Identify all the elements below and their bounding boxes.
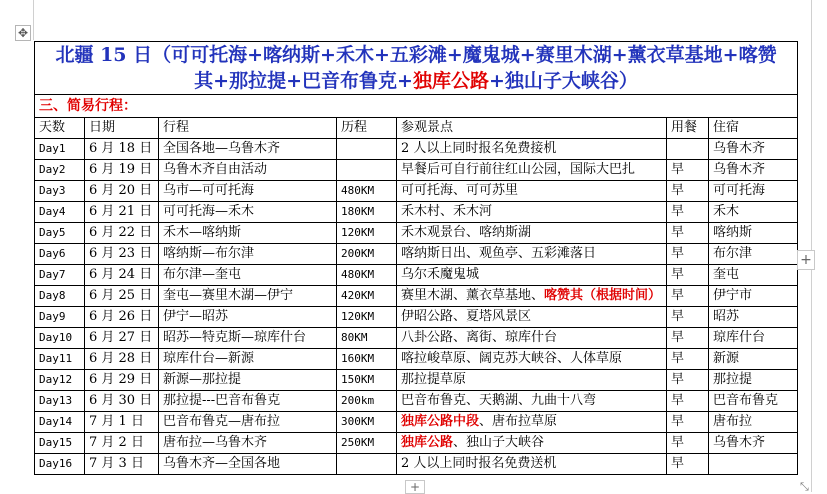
day-cell[interactable]: Day12 <box>35 370 85 391</box>
itinerary-row <box>35 391 798 412</box>
route-cell[interactable]: 喀纳斯—布尔津 <box>159 244 337 265</box>
sights-cell[interactable] <box>397 181 667 202</box>
sights-cell[interactable] <box>397 286 667 307</box>
day-cell[interactable]: Day14 <box>35 412 85 433</box>
route-cell[interactable]: 乌鲁木齐自由活动 <box>159 160 337 181</box>
distance-cell[interactable]: 160KM <box>337 349 397 370</box>
sights-highlight: 独库公路 <box>401 435 454 450</box>
meal-cell[interactable]: 早 <box>667 202 709 223</box>
distance-cell[interactable] <box>337 139 397 160</box>
sights-text: 乌尔禾魔鬼城 <box>401 267 480 282</box>
meal-cell[interactable]: 早 <box>667 181 709 202</box>
distance-cell[interactable]: 200km <box>337 391 397 412</box>
route-cell[interactable]: 琼库什台—新源 <box>159 349 337 370</box>
add-row-button[interactable]: + <box>405 480 425 494</box>
title-line-2 <box>39 68 793 94</box>
title-line-2-a: 其+那拉提+巴音布鲁克+ <box>194 70 413 92</box>
itinerary-row <box>35 412 798 433</box>
itinerary-row <box>35 181 798 202</box>
date-cell[interactable]: 6 月 18 日 <box>85 139 159 160</box>
section-heading-row <box>35 95 798 118</box>
distance-cell[interactable]: 200KM <box>337 244 397 265</box>
section-heading[interactable]: 三、简易行程： <box>35 95 798 118</box>
title-highlight-duku-road: 独库公路 <box>412 70 489 92</box>
date-cell[interactable]: 6 月 27 日 <box>85 328 159 349</box>
day-cell[interactable]: Day11 <box>35 349 85 370</box>
distance-cell[interactable]: 420KM <box>337 286 397 307</box>
page-margin-line-left <box>33 0 34 40</box>
hotel-cell[interactable]: 伊宁市 <box>709 286 798 307</box>
header-distance[interactable]: 历程 <box>337 118 397 139</box>
meal-cell[interactable]: 早 <box>667 391 709 412</box>
date-cell[interactable]: 6 月 24 日 <box>85 265 159 286</box>
distance-cell[interactable] <box>337 160 397 181</box>
hotel-cell[interactable]: 乌鲁木齐 <box>709 160 798 181</box>
distance-cell[interactable]: 180KM <box>337 202 397 223</box>
route-cell[interactable]: 昭苏—特克斯—琼库什台 <box>159 328 337 349</box>
sights-text: 喀拉峻草原、阔克苏大峡谷、人体草原 <box>401 351 623 366</box>
route-cell[interactable]: 新源—那拉提 <box>159 370 337 391</box>
day-cell[interactable]: Day10 <box>35 328 85 349</box>
itinerary-row <box>35 139 798 160</box>
sights-cell[interactable] <box>397 223 667 244</box>
hotel-cell[interactable]: 琼库什台 <box>709 328 798 349</box>
date-cell[interactable]: 7 月 1 日 <box>85 412 159 433</box>
hotel-cell[interactable]: 乌鲁木齐 <box>709 433 798 454</box>
distance-cell[interactable]: 250KM <box>337 433 397 454</box>
title-line-2-b: +独山子大峡谷） <box>488 70 638 92</box>
meal-cell[interactable]: 早 <box>667 307 709 328</box>
sights-cell[interactable] <box>397 265 667 286</box>
date-cell[interactable]: 6 月 26 日 <box>85 307 159 328</box>
hotel-cell[interactable]: 那拉提 <box>709 370 798 391</box>
date-cell[interactable]: 6 月 30 日 <box>85 391 159 412</box>
day-cell[interactable]: Day13 <box>35 391 85 412</box>
sights-cell[interactable] <box>397 454 667 475</box>
sights-text: 可可托海、可可苏里 <box>401 183 519 198</box>
page-margin-line-right <box>811 0 812 492</box>
document-title <box>39 42 793 94</box>
route-cell[interactable]: 那拉提---巴音布鲁克 <box>159 391 337 412</box>
day-cell[interactable]: Day1 <box>35 139 85 160</box>
date-cell[interactable]: 6 月 28 日 <box>85 349 159 370</box>
sights-text: 2 人以上同时报名免费送机 <box>401 456 557 471</box>
route-cell[interactable]: 全国各地—乌鲁木齐 <box>159 139 337 160</box>
itinerary-row <box>35 370 798 391</box>
meal-cell[interactable]: 早 <box>667 286 709 307</box>
hotel-cell[interactable]: 巴音布鲁克 <box>709 391 798 412</box>
sights-highlight: 喀赞其（根据时间） <box>544 288 662 303</box>
sights-cell[interactable] <box>397 244 667 265</box>
meal-cell[interactable]: 早 <box>667 370 709 391</box>
distance-cell[interactable]: 480KM <box>337 265 397 286</box>
sights-cell[interactable] <box>397 202 667 223</box>
meal-cell[interactable]: 早 <box>667 412 709 433</box>
itinerary-row <box>35 328 798 349</box>
sights-text: 禾木观景台、喀纳斯湖 <box>401 225 532 240</box>
date-cell[interactable]: 6 月 29 日 <box>85 370 159 391</box>
meal-cell[interactable]: 早 <box>667 265 709 286</box>
sights-text-tail: 、独山子大峡谷 <box>453 435 545 450</box>
sights-cell[interactable] <box>397 160 667 181</box>
itinerary-row <box>35 202 798 223</box>
day-cell[interactable]: Day2 <box>35 160 85 181</box>
route-cell[interactable]: 奎屯—赛里木湖—伊宁 <box>159 286 337 307</box>
distance-cell[interactable]: 150KM <box>337 370 397 391</box>
hotel-cell[interactable]: 禾木 <box>709 202 798 223</box>
meal-cell[interactable]: 早 <box>667 244 709 265</box>
itinerary-row <box>35 433 798 454</box>
hotel-cell[interactable]: 可可托海 <box>709 181 798 202</box>
sights-cell[interactable] <box>397 433 667 454</box>
distance-cell[interactable] <box>337 454 397 475</box>
date-cell[interactable]: 6 月 25 日 <box>85 286 159 307</box>
day-cell[interactable]: Day4 <box>35 202 85 223</box>
sights-cell[interactable] <box>397 349 667 370</box>
distance-cell[interactable]: 80KM <box>337 328 397 349</box>
sights-text: 那拉提草原 <box>401 372 467 387</box>
date-cell[interactable]: 7 月 2 日 <box>85 433 159 454</box>
sights-text: 2 人以上同时报名免费接机 <box>401 141 557 156</box>
header-meal[interactable]: 用餐 <box>667 118 709 139</box>
sights-text: 伊昭公路、夏塔风景区 <box>401 309 532 324</box>
route-cell[interactable]: 唐布拉—乌鲁木齐 <box>159 433 337 454</box>
title-line-1: 北疆 15 日（可可托海+喀纳斯+禾木+五彩滩+魔鬼城+赛里木湖+薰衣草基地+喀赞 <box>55 44 777 66</box>
route-cell[interactable]: 可可托海—禾木 <box>159 202 337 223</box>
table-move-handle-icon[interactable]: ✥ <box>15 25 31 41</box>
meal-cell[interactable]: 早 <box>667 349 709 370</box>
day-cell[interactable]: Day7 <box>35 265 85 286</box>
day-cell[interactable]: Day15 <box>35 433 85 454</box>
day-cell[interactable]: Day9 <box>35 307 85 328</box>
sights-text: 赛里木湖、薰衣草基地、 <box>401 288 545 303</box>
day-cell[interactable]: Day8 <box>35 286 85 307</box>
meal-cell[interactable]: 早 <box>667 454 709 475</box>
sights-cell[interactable] <box>397 307 667 328</box>
date-cell[interactable]: 6 月 19 日 <box>85 160 159 181</box>
sights-cell[interactable] <box>397 139 667 160</box>
itinerary-row <box>35 349 798 370</box>
date-cell[interactable]: 6 月 20 日 <box>85 181 159 202</box>
header-sights[interactable]: 参观景点 <box>397 118 667 139</box>
hotel-cell[interactable]: 昭苏 <box>709 307 798 328</box>
title-cell[interactable] <box>35 42 798 95</box>
sights-text: 喀纳斯日出、观鱼亭、五彩滩落日 <box>401 246 597 261</box>
header-day[interactable]: 天数 <box>35 118 85 139</box>
date-cell[interactable]: 6 月 21 日 <box>85 202 159 223</box>
meal-cell[interactable] <box>667 139 709 160</box>
distance-cell[interactable]: 300KM <box>337 412 397 433</box>
route-cell[interactable]: 布尔津—奎屯 <box>159 265 337 286</box>
sights-text: 巴音布鲁克、天鹅湖、九曲十八弯 <box>401 393 597 408</box>
distance-cell[interactable]: 480KM <box>337 181 397 202</box>
day-cell[interactable]: Day16 <box>35 454 85 475</box>
day-cell[interactable]: Day3 <box>35 181 85 202</box>
hotel-cell[interactable] <box>709 454 798 475</box>
meal-cell[interactable]: 早 <box>667 433 709 454</box>
sights-text: 八卦公路、离街、琼库什台 <box>401 330 558 345</box>
distance-cell[interactable]: 120KM <box>337 307 397 328</box>
meal-cell[interactable]: 早 <box>667 160 709 181</box>
sights-cell[interactable] <box>397 391 667 412</box>
add-column-button[interactable]: + <box>797 250 815 270</box>
title-row <box>35 42 798 95</box>
day-cell[interactable]: Day6 <box>35 244 85 265</box>
route-cell[interactable]: 伊宁—昭苏 <box>159 307 337 328</box>
sights-cell[interactable] <box>397 328 667 349</box>
itinerary-row <box>35 307 798 328</box>
date-cell[interactable]: 7 月 3 日 <box>85 454 159 475</box>
hotel-cell[interactable]: 新源 <box>709 349 798 370</box>
hotel-cell[interactable]: 唐布拉 <box>709 412 798 433</box>
header-row <box>35 118 798 139</box>
sights-text-tail: 、唐布拉草原 <box>479 414 558 429</box>
date-cell[interactable]: 6 月 22 日 <box>85 223 159 244</box>
sights-cell[interactable] <box>397 370 667 391</box>
meal-cell[interactable]: 早 <box>667 328 709 349</box>
sights-highlight: 独库公路中段 <box>401 414 480 429</box>
itinerary-row <box>35 265 798 286</box>
route-cell[interactable]: 禾木—喀纳斯 <box>159 223 337 244</box>
hotel-cell[interactable]: 布尔津 <box>709 244 798 265</box>
itinerary-row <box>35 286 798 307</box>
header-route[interactable]: 行程 <box>159 118 337 139</box>
distance-cell[interactable]: 120KM <box>337 223 397 244</box>
header-date[interactable]: 日期 <box>85 118 159 139</box>
day-cell[interactable]: Day5 <box>35 223 85 244</box>
itinerary-row <box>35 244 798 265</box>
hotel-cell[interactable]: 奎屯 <box>709 265 798 286</box>
table-resize-handle-icon[interactable]: ⤡ <box>800 480 809 493</box>
sights-cell[interactable] <box>397 412 667 433</box>
hotel-cell[interactable]: 喀纳斯 <box>709 223 798 244</box>
hotel-cell[interactable]: 乌鲁木齐 <box>709 139 798 160</box>
header-hotel[interactable]: 住宿 <box>709 118 798 139</box>
itinerary-row <box>35 454 798 475</box>
meal-cell[interactable]: 早 <box>667 223 709 244</box>
sights-text: 早餐后可自行前往红山公园，国际大巴扎 <box>401 162 636 177</box>
date-cell[interactable]: 6 月 23 日 <box>85 244 159 265</box>
sights-text: 禾木村、禾木河 <box>401 204 493 219</box>
itinerary-row <box>35 223 798 244</box>
route-cell[interactable]: 乌市—可可托海 <box>159 181 337 202</box>
itinerary-table <box>34 41 798 475</box>
itinerary-row <box>35 160 798 181</box>
route-cell[interactable]: 巴音布鲁克—唐布拉 <box>159 412 337 433</box>
route-cell[interactable]: 乌鲁木齐—全国各地 <box>159 454 337 475</box>
